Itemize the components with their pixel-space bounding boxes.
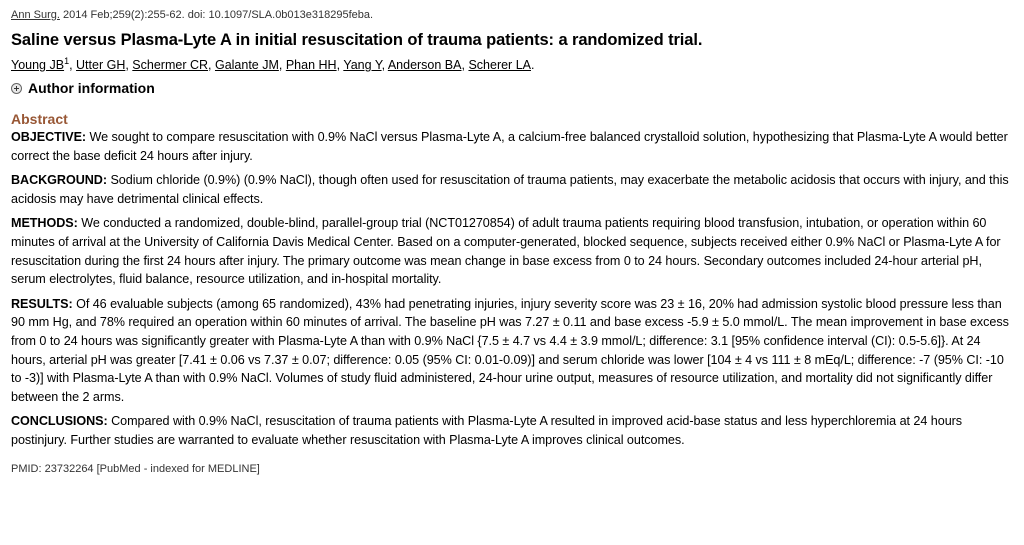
author-list: Young $JB^1$, Utter GH, Schermer CR, Galante JM, Phan HH, Yang Y, Anderson BA, Scherer LA.: [11, 55, 535, 72]
author-link[interactable]: Galante JM: [214, 58, 279, 72]
citation-details: 2014 Feb;259(2):255-62. doi: 10.1097/SLA.0b013e318295feba.: [59, 9, 374, 21]
article-title: Saline versus Plasma-Lyte A in initial resuscitation of trauma patients: a randomized trial.: [11, 31, 703, 49]
author-link[interactable]: Yang Y: [343, 58, 382, 72]
author-link[interactable]: Anderson BA: [387, 58, 462, 72]
section-label: CONCLUSIONS:: [11, 414, 108, 429]
section-text: We conducted a randomized, double-blind, parallel-group trial (NCT01270854) of adult trauma patients requiring blood transfusion, intubation, or operation within 60 minutes of arrival at the University of California Davis Medical Center. Based on a computer-generated, blocked sequence, subjects received either 0.9% NaCl or Plasma-Lyte A for resuscitation during the first 24 hours after injury. The primary outcome was mean change in base excess from 0 to 24 hours. Secondary outcomes included 24-hour arterial pH, serum electrolytes, fluid balance, resource utilization, and in-hospital mortality.: [11, 216, 1001, 287]
author-information-toggle[interactable]: [11, 79, 1017, 98]
abstract-objective: [11, 128, 1017, 165]
journal-link[interactable]: Ann Surg.: [11, 9, 60, 21]
abstract-conclusions: [11, 412, 1017, 449]
author-link[interactable]: Schermer CR: [132, 58, 209, 72]
section-label: BACKGROUND:: [11, 173, 107, 188]
section-text: Sodium chloride (0.9%) (0.9% NaCl), though often used for resuscitation of trauma patients, may exacerbate the metabolic acidosis that occurs with injury, and this acidosis may have detrimental clinical effects.: [11, 173, 1009, 206]
abstract-results: [11, 295, 1017, 407]
abstract-methods: [11, 214, 1017, 288]
section-label: OBJECTIVE:: [11, 130, 87, 144]
section-text: Of 46 evaluable subjects (among 65 randomized), 43% had penetrating injuries, injury severity score was 23 ± 16, 20% had admission systolic blood pressure less than 90 mm Hg, and 78% required an operation within 60 minutes of arrival. The baseline pH was 7.27 ± 0.11 and base excess -5.9 ± 5.0 mmol/L. The mean improvement in base excess from 0 to 24 hours was significantly greater with Plasma-Lyte A than with 0.9% NaCl {7.5 ± 4.7 vs 4.4 ± 3.9 mmol/L; difference: 3.1 [95% confidence interval (CI): 0.5-5.6]}. At 24 hours, arterial pH was greater [7.41 ± 0.06 vs 7.37 ± 0.07; difference: 0.05 (95% CI: 0.01-0.09)] and serum chloride was lower [104 ± 4 vs 111 ± 8 mEq/L; difference: -7 (95% CI: -10 to -3)] with Plasma-Lyte A than with 0.9% NaCl. Volumes of study fluid administered, 24-hour urine output, measures of resource utilization, and mortality did not significantly differ between the 2 arms.: [11, 296, 1009, 404]
author-link[interactable]: Utter GH: [76, 58, 126, 72]
section-label: METHODS:: [11, 216, 78, 231]
author-link[interactable]: Scherer LA: [468, 58, 531, 72]
author-information-label: Author information: [28, 80, 155, 96]
expand-plus-icon[interactable]: [11, 83, 22, 94]
author-link[interactable]: Young JB: [11, 58, 65, 72]
pmid-line: PMID: 23732264 [PubMed - indexed for MEDLINE]: [11, 462, 260, 475]
abstract-page: [11, 8, 1017, 477]
author-affiliation-sup: 1: [64, 55, 70, 66]
section-text: Compared with 0.9% NaCl, resuscitation of trauma patients with Plasma-Lyte A resulted in improved acid-base status and less hyperchloremia at 24 hours postinjury. Further studies are warranted to evaluate whether resuscitation with Plasma-Lyte A improves clinical outcomes.: [11, 414, 963, 447]
abstract-background: [11, 171, 1017, 208]
abstract-heading: Abstract: [11, 111, 68, 127]
author-link[interactable]: Phan HH: [285, 58, 337, 72]
citation-line: [11, 8, 1017, 23]
section-label: RESULTS:: [11, 296, 73, 311]
section-text: We sought to compare resuscitation with 0.9% NaCl versus Plasma-Lyte A, a calcium-free balanced crystalloid solution, hypothesizing that Plasma-Lyte A would better correct the base deficit 24 hours after injury.: [11, 130, 1008, 163]
